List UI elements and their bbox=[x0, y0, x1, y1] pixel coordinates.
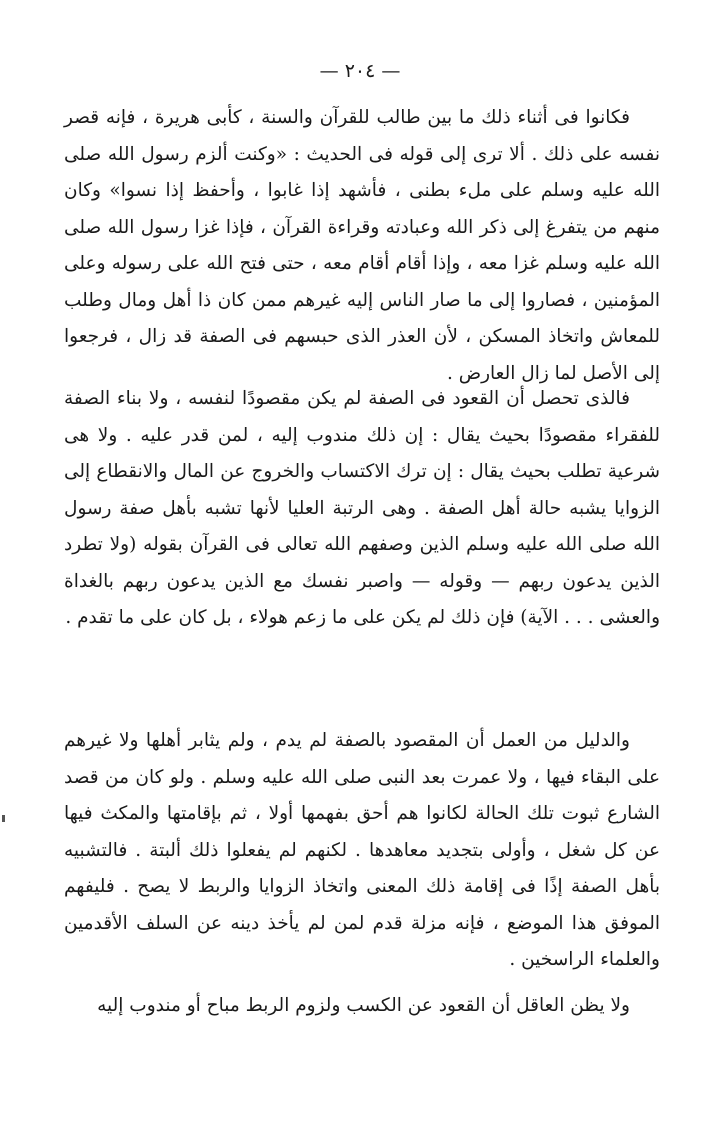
paragraph-text: والدليل من العمل أن المقصود بالصفة لم يدم ، ولم يثابر أهلها ولا غيرهم على البقاء فيها ، ولا عمرت بعد النبى صلى الله عليه وسلم . ولو كان من قصد الشارع ثبوت تلك الحالة لكانوا هم أحق بفهمها أولا ، ثم بإقامتها والمكث فيها عن كل شغل ، وأولى بتجديد معاهدها . لكنهم لم يفعلوا ذلك ألبتة . فالتشبيه بأهل الصفة إذًا فى إقامة ذلك المعنى واتخاذ الزوايا والربط لا يصح . فليفهم الموفق هذا الموضع ، فإنه مزلة قدم لمن لم يأخذ دينه عن السلف الأقدمين والعلماء الراسخين . bbox=[64, 730, 660, 970]
paragraph-1 bbox=[64, 100, 660, 392]
page-number: — ٢٠٤ — bbox=[319, 60, 401, 82]
paragraph-text: فكانوا فى أثناء ذلك ما بين طالب للقرآن والسنة ، كأبى هريرة ، فإنه قصر نفسه على ذلك . ألا ترى إلى قوله فى الحديث : «وكنت ألزم رسول الله صلى الله عليه وسلم على ملء بطنى ، فأشهد إذا غابوا ، وأحفظ إذا نسوا» وكان منهم من يتفرغ إلى ذكر الله وعبادته وقراءة القرآن ، فإذا غزا رسول الله صلى الله عليه وسلم غزا معه ، وإذا أقام أقام معه ، حتى فتح الله على رسوله وعلى المؤمنين ، فصاروا إلى ما صار الناس إليه غيرهم ممن كان ذا أهل ومال وطلب للمعاش واتخاذ المسكن ، لأن العذر الذى حبسهم فى الصفة قد زال ، فرجعوا إلى الأصل لما زال العارض . bbox=[64, 107, 660, 384]
paragraph-text: فالذى تحصل أن القعود فى الصفة لم يكن مقصودًا لنفسه ، ولا بناء الصفة للفقراء مقصودًا بحيث يقال : إن ذلك مندوب إليه ، لمن قدر عليه . ولا هى شرعية تطلب بحيث يقال : إن ترك الاكتساب والخروج عن المال والانقطاع إلى الزوايا يشبه حالة أهل الصفة . وهى الرتبة العليا لأنها تشبه بأهل صفة رسول الله صلى الله عليه وسلم الذين وصفهم الله تعالى فى القرآن بقوله (ولا تطرد الذين يدعون ربهم — وقوله — واصبر نفسك مع الذين يدعون ربهم بالغداة والعشى . . . الآية) فإن ذلك لم يكن على ما زعم هولاء ، بل كان على ما تقدم . bbox=[64, 388, 660, 628]
paragraph-2 bbox=[64, 381, 660, 637]
paragraph-text: ولا يظن العاقل أن القعود عن الكسب ولزوم الربط مباح أو مندوب إليه bbox=[97, 995, 630, 1016]
paragraph-3 bbox=[64, 723, 660, 979]
paragraph-4 bbox=[64, 988, 660, 1025]
margin-mark bbox=[2, 815, 5, 822]
